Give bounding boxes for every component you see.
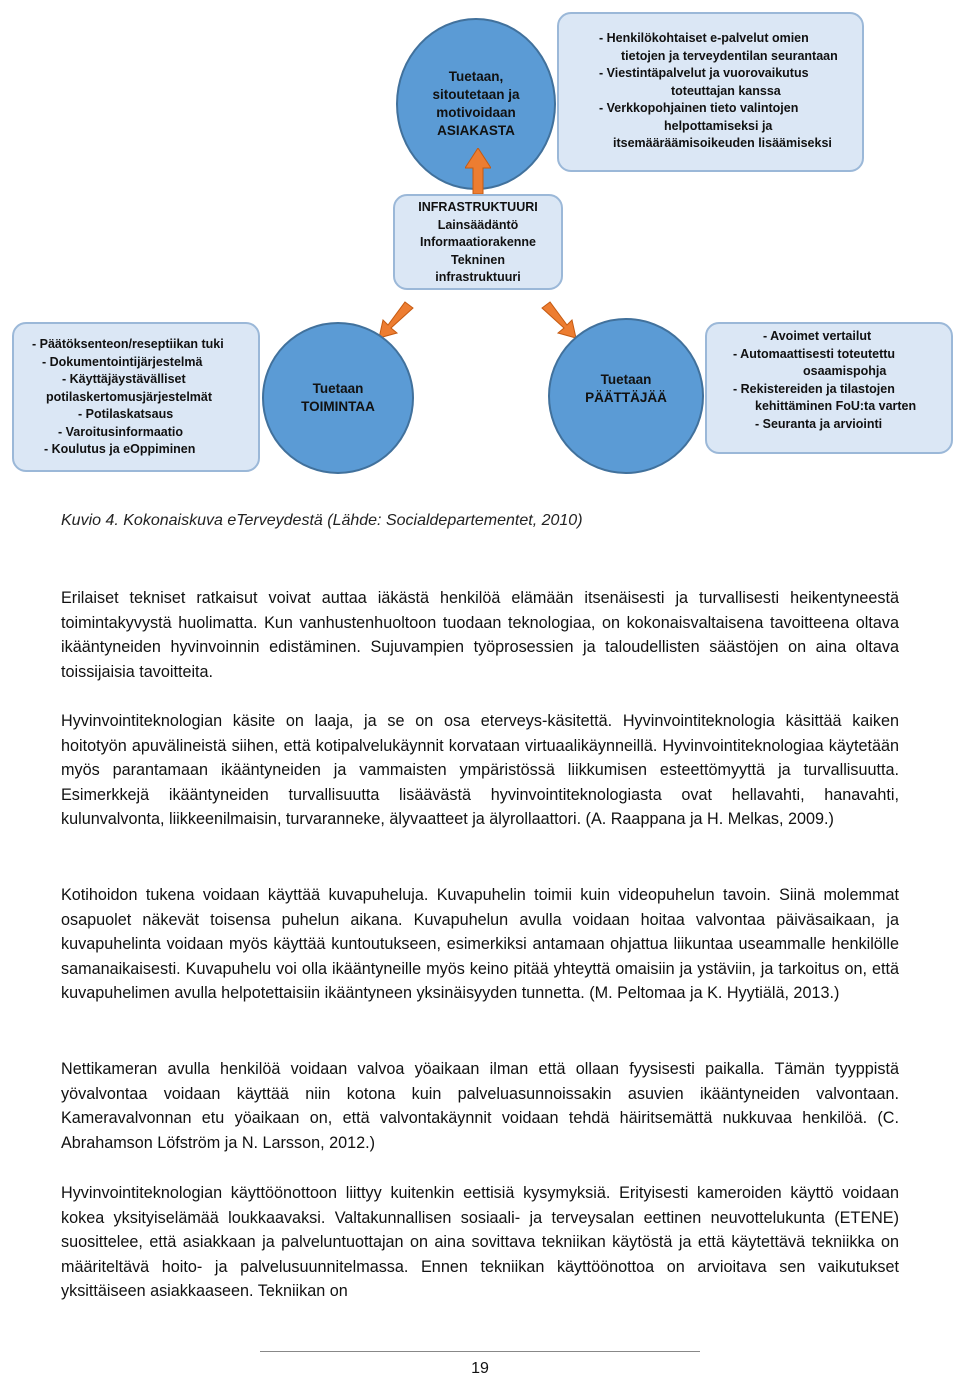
paragraph-3: Kotihoidon tukena voidaan käyttää kuvapuheluja. Kuvapuhelin toimii kuin videopuhelun tavoin. Siinä molemmat osapuolet näkevät toisensa puhelun aikana. Kuvapuhelun avulla voidaan hoitaa valvontaa päiväsaikaan, ja kuvapuhelinta voidaan myös käyttää kuntoutukseen, esimerkiksi antamaan ohjattua liikuntaa useammalle henkilölle samanaikaisesti. Kuvapuhelu voi olla ikääntyneille myös keino pitää yhteyttä omaisiin ja ystäviin, ja tarkoitus on, että kuvapuhelimen avulla helpotettaisiin ikääntyneen yksinäisyyden tunnetta. (M. Peltomaa ja K. Hyytiälä, 2013.) (61, 886, 899, 1003)
box-line: tietojen ja terveydentilan seurantaan (621, 48, 838, 63)
footer-divider (260, 1351, 700, 1352)
box-line: toteuttajan kanssa (671, 83, 781, 98)
box-line: - Koulutus ja eOppiminen (44, 442, 196, 456)
paragraph-2: Hyvinvointiteknologian käsite on laaja, ja se on osa eterveys-käsitettä. Hyvinvointiteknologia käsittää kaiken hoitotyön apuvälineistä siihen, että kotipalvelukäynnit korvataan virtuaalikäynneillä. Hyvinvointiteknologiaa käytetään myös parantamaan ikääntyneiden ja vammaisten ympäristössä liikkumisen esteettömyyttä ja turvallisuutta. Esimerkkejä ikääntyneiden turvallisuutta lisäävästä hyvinvointiteknologiasta ovat hellavahti, hanavahti, kulunvalvonta, liikkeenilmaisin, turvaranneke, älyvaatteet ja älyrollaattori. (A. Raappana ja H. Melkas, 2009.) (61, 712, 899, 829)
circle-decision-makers (548, 318, 704, 474)
box-line: kehittäminen FoU:ta varten (755, 399, 917, 413)
box-line: INFRASTRUKTUURI (418, 200, 538, 214)
box-customer-services (557, 12, 864, 172)
box-line: Informaatiorakenne (419, 235, 536, 249)
box-operations-support (12, 322, 260, 472)
paragraph-1: Erilaiset tekniset ratkaisut voivat auttaa iäkästä henkilöä elämään itsenäisesti ja turvallisesti heikentyneestä toimintakyvystä huolimatta. Kun vanhustenhuoltoon tuodaan teknologiaa, on kokonaisvaltaisena tavoitteena oltava ikääntyneiden hyvinvoinnin edistäminen. Sujuvampien työprosessien ja taloudellisten säästöjen on aina oltava toissijaisia tavoitteita. (61, 589, 899, 681)
circle-line: TOIMINTAA (301, 399, 375, 414)
box-infrastructure (393, 194, 563, 290)
box-line: - Rekistereiden ja tilastojen (733, 381, 895, 396)
circle-line: Tuetaan, (448, 69, 504, 84)
circle-line: motivoidaan (436, 105, 516, 120)
arrow-left-icon (375, 300, 415, 340)
box-line: - Verkkopohjainen tieto valintojen (599, 101, 799, 115)
box-line: - Dokumentointijärjestelmä (42, 354, 203, 369)
box-line: - Potilaskatsaus (78, 407, 174, 421)
paragraph-4: Nettikameran avulla henkilöä voidaan valvoa yöaikaan ilman että ollaan fyysisesti paikalla. Tämän tyyppistä yövalvontaa voidaan käyttää niin kotona kuin palveluasunnoissakin asuvien ikääntyneiden valvontaan. Kameravalvonnan etu yöaikaan on, että valvontakäynnit voidaan tehdä häiritsemättä nukkuvaa henkilöä. (C. Abrahamson Löfström ja N. Larsson, 2012.) (61, 1060, 899, 1152)
box-line: Lainsäädäntö (437, 217, 519, 232)
circle-line: ASIAKASTA (437, 123, 515, 138)
circle-line: Tuetaan (600, 372, 652, 387)
arrow-up-icon (465, 148, 491, 194)
ehealth-diagram (0, 0, 960, 480)
box-line: - Henkilökohtaiset e-palvelut omien (599, 31, 809, 45)
paragraph-5: Hyvinvointiteknologian käyttöönottoon liittyy kuitenkin eettisiä kysymyksiä. Erityisesti kameroiden käyttö voidaan kokea yksityiselämää loukkaavaksi. Valtakunnallisen sosiaali- ja terveysalan eettinen neuvottelukunta (ETENE) suosittelee, että asiakkaan ja palveluntuottajan on aina sovittava tekniikan käytöstä ja että käytettävä tekniikka on määriteltävä hoito- ja palvelusuunnitelmassa. Ennen tekniikan käyttöönottoa on arvioitava sen vaikutukset yksittäiseen asiakkaaseen. Tekniikan on (61, 1184, 899, 1301)
box-decision-support (705, 322, 953, 454)
arrow-right-icon (540, 300, 580, 340)
circle-operations (262, 322, 414, 474)
page-number: 19 (471, 1360, 489, 1377)
box-line: Tekninen (451, 252, 505, 267)
circle-decision-makers-text (585, 371, 667, 407)
box-line: - Automaattisesti toteutettu (733, 346, 896, 361)
box-line: - Seuranta ja arviointi (755, 416, 883, 431)
circle-customer-text (432, 68, 519, 140)
box-line: potilaskertomusjärjestelmät (46, 389, 213, 404)
circle-operations-text (301, 380, 375, 416)
box-line: - Varoitusinformaatio (58, 424, 184, 439)
box-line: itsemääräämisoikeuden lisäämiseksi (613, 136, 832, 150)
circle-line: Tuetaan (312, 381, 364, 396)
box-line: infrastruktuuri (435, 270, 521, 284)
box-line: - Viestintäpalvelut ja vuorovaikutus (599, 66, 809, 80)
box-line: osaamispohja (803, 364, 887, 378)
figure-caption: Kuvio 4. Kokonaiskuva eTerveydestä (Lähde: Socialdepartementet, 2010) (61, 512, 583, 529)
circle-line: PÄÄTTÄJÄÄ (585, 390, 667, 405)
box-line: helpottamiseksi ja (664, 118, 773, 133)
circle-line: sitoutetaan ja (432, 87, 520, 102)
box-line: - Avoimet vertailut (763, 329, 872, 343)
box-line: - Päätöksenteon/reseptiikan tuki (32, 337, 224, 351)
box-line: - Käyttäjäystävälliset (62, 372, 186, 386)
